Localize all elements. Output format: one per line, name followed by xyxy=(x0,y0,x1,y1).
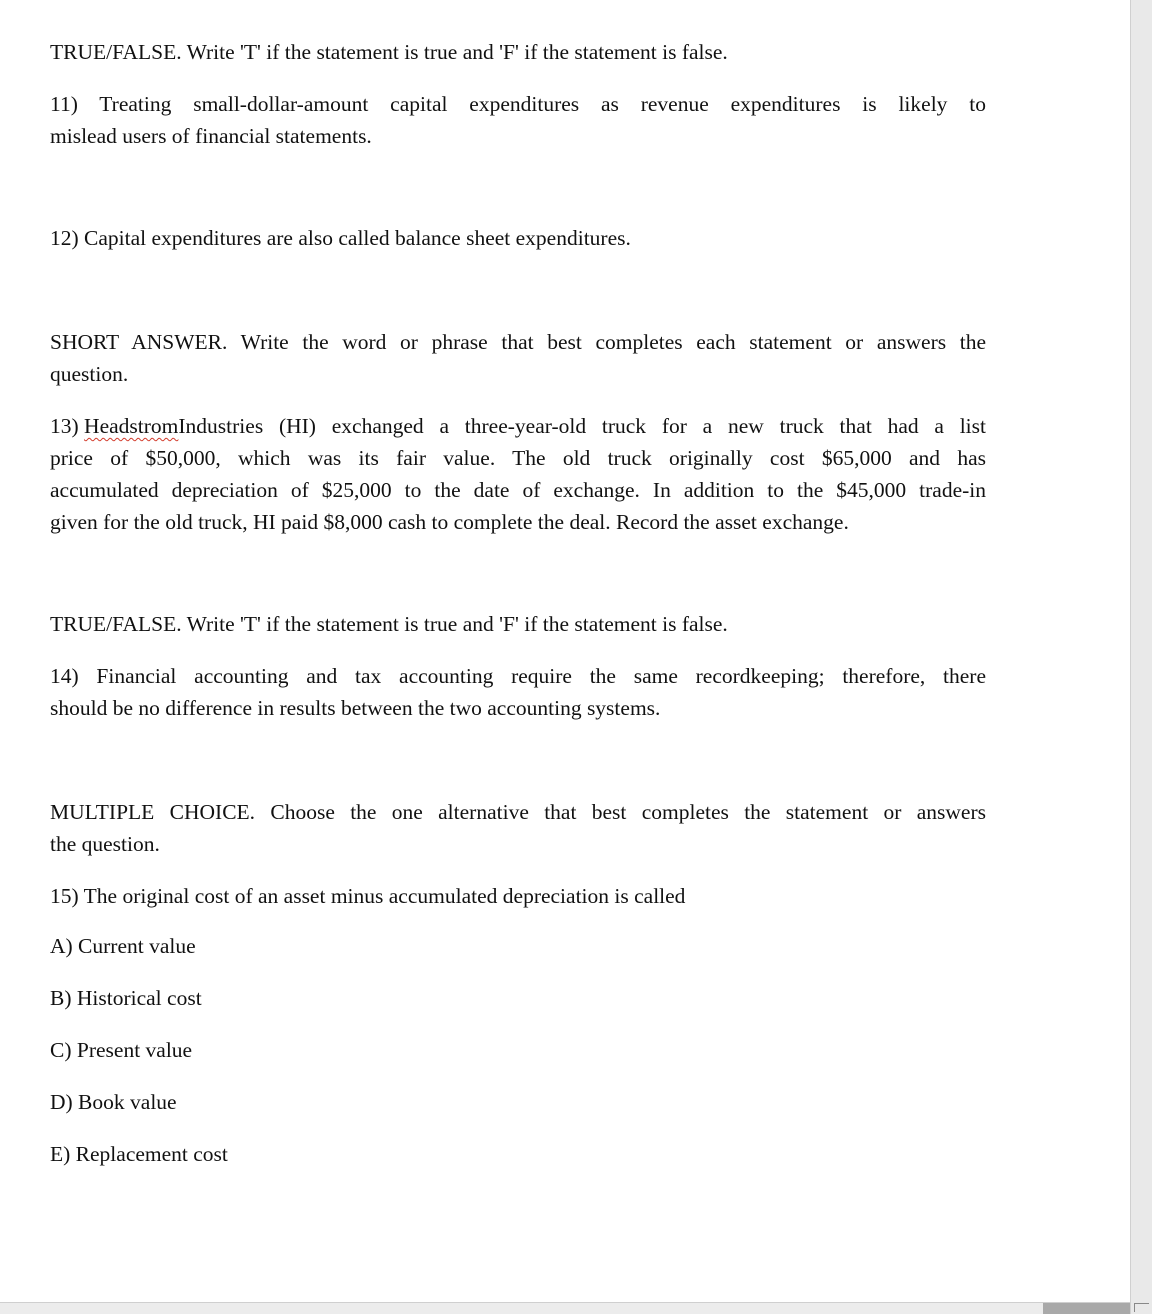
question-13-number: 13) xyxy=(50,414,85,438)
horizontal-scrollbar-thumb[interactable] xyxy=(1043,1303,1130,1314)
multiple-choice-header-line-2: the question. xyxy=(50,832,160,856)
question-13-line-3: accumulated depreciation of $25,000 to the date of exchange. In addition to the $45,000 trade-in xyxy=(50,478,986,502)
multiple-choice-header-line-1: MULTIPLE CHOICE. Choose the one alternative that best completes the statement or answers xyxy=(50,800,986,824)
vertical-scrollbar[interactable] xyxy=(1130,0,1152,1314)
question-13-line-2: price of $50,000, which was its fair value. The old truck originally cost $65,000 and has xyxy=(50,446,986,470)
question-14-line-2: should be no difference in results between the two accounting systems. xyxy=(50,696,661,720)
question-11-line-2: mislead users of financial statements. xyxy=(50,124,372,148)
question-14-line-1: 14) Financial accounting and tax accounting require the same recordkeeping; therefore, there xyxy=(50,664,986,688)
question-11-line-1: 11) Treating small-dollar-amount capital expenditures as revenue expenditures is likely to xyxy=(50,92,986,116)
question-13-line-4: given for the old truck, HI paid $8,000 cash to complete the deal. Record the asset exchange. xyxy=(50,510,849,534)
option-c: C) Present value xyxy=(50,1038,193,1062)
option-a: A) Current value xyxy=(50,934,196,958)
short-answer-header-line-2: question. xyxy=(50,362,129,386)
resize-corner-icon[interactable] xyxy=(1134,1303,1149,1312)
question-13-line-1-rest: Industries (HI) exchanged a three-year-old truck for a new truck that had a list xyxy=(178,414,986,438)
option-e: E) Replacement cost xyxy=(50,1142,228,1166)
question-13-line-1 xyxy=(50,410,986,442)
option-b: B) Historical cost xyxy=(50,986,202,1010)
true-false-header-1: TRUE/FALSE. Write 'T' if the statement is true and 'F' if the statement is false. xyxy=(50,40,728,64)
short-answer-header-line-1: SHORT ANSWER. Write the word or phrase that best completes each statement or answers the xyxy=(50,330,986,354)
option-d: D) Book value xyxy=(50,1090,177,1114)
question-15-stem: 15) The original cost of an asset minus accumulated depreciation is called xyxy=(50,884,686,908)
question-12: 12) Capital expenditures are also called balance sheet expenditures. xyxy=(50,226,631,250)
company-name-misspelled[interactable]: Headstrom xyxy=(84,414,179,438)
horizontal-scrollbar[interactable] xyxy=(0,1302,1130,1314)
true-false-header-2: TRUE/FALSE. Write 'T' if the statement is true and 'F' if the statement is false. xyxy=(50,612,728,636)
